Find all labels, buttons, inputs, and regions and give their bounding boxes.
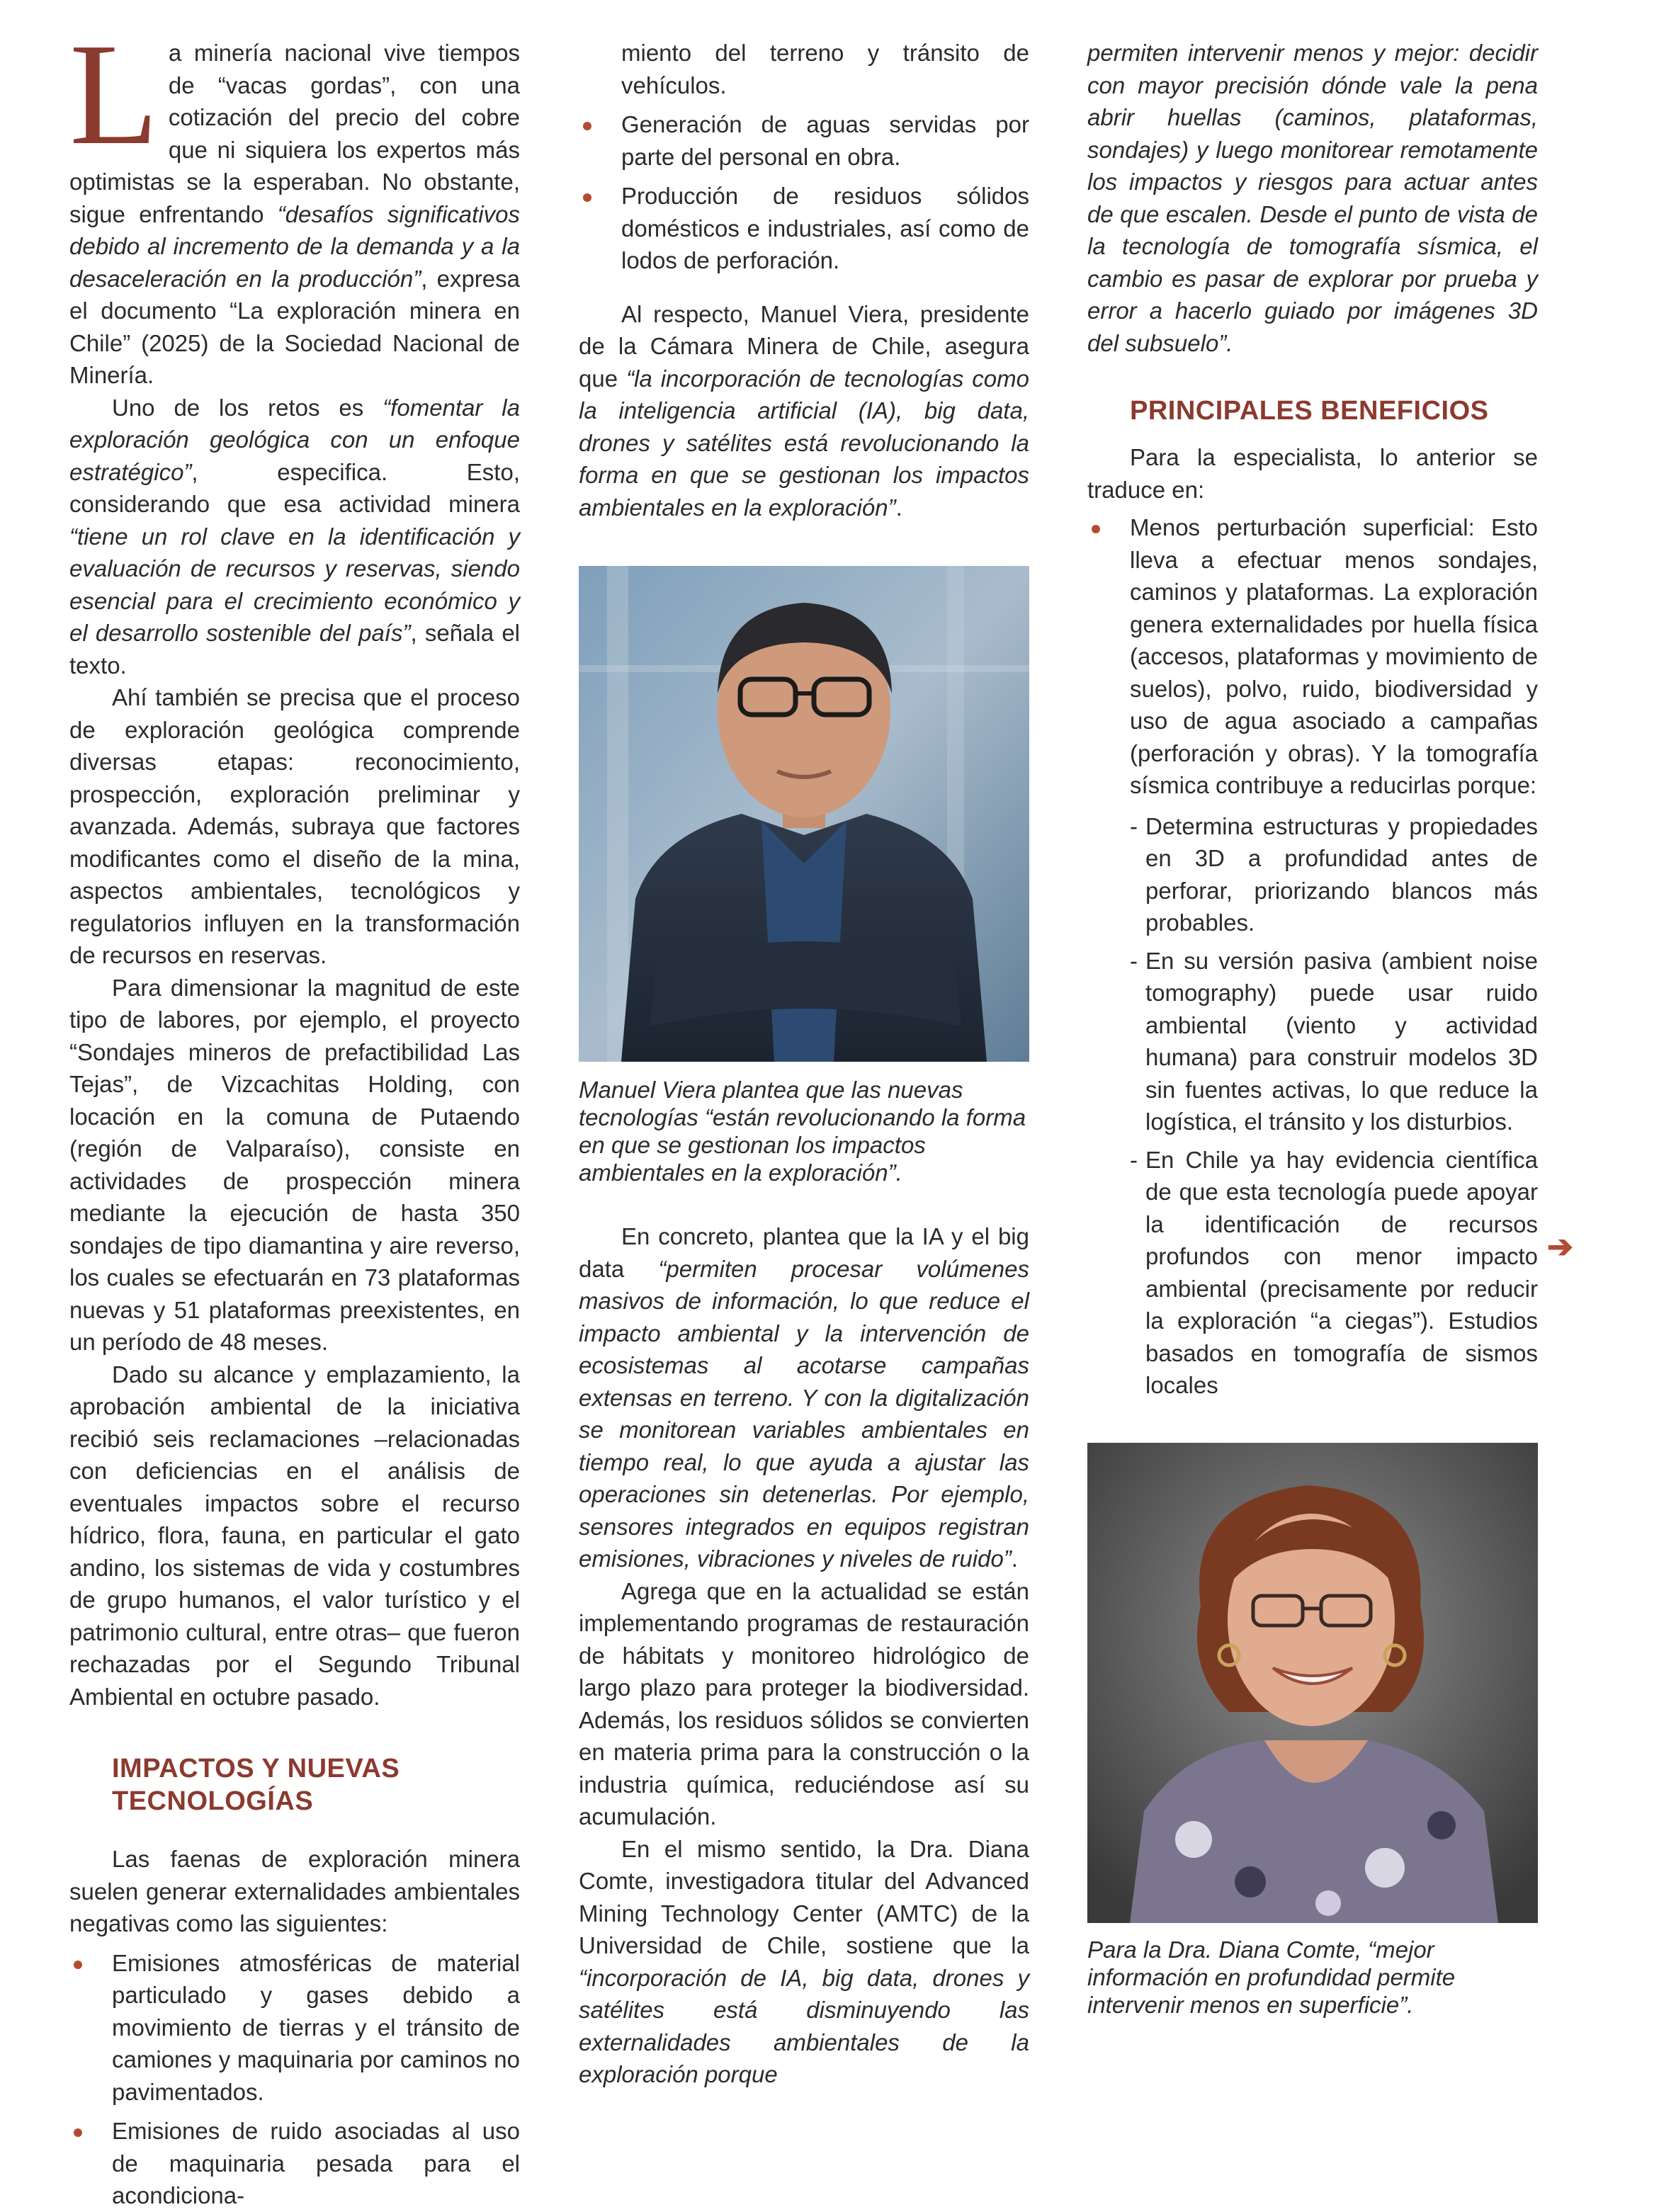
text-span: a minería nacional vive tiempos de “vacas gordas”, con una cotización del precio del cobre que ni siquiera los expertos más optimistas se la esperaban. No obstante, sigue enfrentando bbox=[69, 40, 520, 227]
section-heading-impactos bbox=[112, 1752, 520, 1817]
paragraph: Ahí también se precisa que el proceso de exploración geológica comprende diversas etapas: reconocimiento, prospección, exploración preliminar y avanzada. Además, subraya que factores modificantes como el diseño de la mina, aspectos ambientales, tecnológicos y regulatorios influyen en la transformación de recursos en reservas. bbox=[69, 684, 520, 968]
benefits-list bbox=[1087, 511, 1538, 802]
paragraph: Agrega que en la actualidad se están implementando programas de restauración de hábitats y monitoreo hidrológico de largo plazo para proteger la biodiversidad. Además, los residuos sólidos se convierten en materia prima para la construcción o la industria química, reduciéndose así su acumulación. bbox=[579, 1577, 1029, 1830]
continued-text: miento del terreno y tránsito de vehículos. bbox=[621, 40, 1029, 98]
quote-span: “fomentar la exploración geológica con un enfoque estratégico” bbox=[69, 394, 520, 485]
impact-list bbox=[69, 1947, 520, 2212]
heading-line: TECNOLOGÍAS bbox=[112, 1786, 314, 1816]
quote-span: “desafíos significativos debido al incremento de la demanda y a la desaceleración en la producción” bbox=[69, 200, 520, 292]
paragraph: Dado su alcance y emplazamiento, la aprobación ambiental de la iniciativa recibió seis reclamaciones –relacionadas con deficiencias en el análisis de eventuales impactos sobre el recurso hídrico, flora, fauna, en particular el gato andino, los sistemas de vida y costumbres de grupo humanos, el valor turístico y el patrimonio cultural, entre otras– que fueron rechazadas por el Segundo Tribunal Ambiental en octubre pasado. bbox=[69, 1361, 520, 1710]
photo-caption: Manuel Viera plantea que las nuevas tecnologías “están revolucionando la forma en que se gestionan los impactos ambientales en la exploración”. bbox=[579, 1077, 1026, 1186]
continue-arrow-icon: ➔ bbox=[1547, 1230, 1573, 1264]
text-span: En concreto, plantea que la IA y el big data bbox=[579, 1223, 1029, 1282]
drop-cap: L bbox=[69, 13, 159, 175]
portrait-woman-image bbox=[1087, 1443, 1538, 1923]
photo-manuel-viera bbox=[579, 566, 1029, 1062]
continued-quote: permiten intervenir menos y mejor: decidir con mayor precisión dónde vale la pena abrir huellas (caminos, plataformas, sondajes) y luego monitorear remotamente los impactos y riesgos para actuar antes de que escalen. Desde el punto de vista de la tecnología de tomografía sísmica, el cambio es pasar de explorar por prueba y error a hacerlo guiado por imágenes 3D del subsuelo”. bbox=[1087, 40, 1538, 356]
quote-span: “incorporación de IA, big data, drones y satélites está disminuyendo las externalidades ambientales de la exploración porque bbox=[579, 1964, 1029, 2087]
photo-diana-comte bbox=[1087, 1443, 1538, 1923]
paragraph bbox=[579, 1833, 1029, 2091]
quote-span: “permiten procesar volúmenes masivos de información, lo que reduce el impacto ambiental y la intervención de ecosistemas al acotarse campañas extensas en terreno. Y con la digitalización se monitorean variables ambientales en tiempo real, lo que ayuda a ajustar las operaciones sin detenerlas. Por ejemplo, sensores integrados en equipos registran emisiones, vibraciones y niveles de ruido” bbox=[579, 1255, 1029, 1572]
column-3 bbox=[1087, 37, 1538, 2019]
column-2 bbox=[579, 37, 1029, 2091]
tomography-points bbox=[1087, 810, 1538, 1402]
text-span: . bbox=[895, 494, 902, 521]
photo-caption: Para la Dra. Diana Comte, “mejor información en profundidad permite intervenir menos en superficie”. bbox=[1087, 1936, 1456, 2018]
list-item: Producción de residuos sólidos domésticos e industriales, así como de lodos de perforación. bbox=[579, 180, 1029, 277]
dash-item: - En Chile ya hay evidencia científica de que esta tecnología puede apoyar la identificación de recursos profundos con menor impacto ambiental (precisamente por reducir la exploración “a ciegas”). Estudios basados en tomografía de sismos locales bbox=[1087, 1144, 1538, 1402]
column-1 bbox=[69, 13, 521, 2212]
list-item: Menos perturbación superficial: Esto lleva a efectuar menos sondajes, caminos y plataformas. La exploración genera externalidades por huella física (accesos, plataformas y movimiento de suelos), polvo, ruido, biodiversidad y uso de agua asociado a campañas (perforación y obras). Y la tomografía sísmica contribuye a reducirlas porque: bbox=[1087, 511, 1538, 802]
heading-line: IMPACTOS Y NUEVAS bbox=[112, 1754, 400, 1783]
dash-item: - Determina estructuras y propiedades en 3D a profundidad antes de perforar, priorizando blancos más probables. bbox=[1087, 810, 1538, 939]
dash-item: - En su versión pasiva (ambient noise tomography) puede usar ruido ambiental (viento y actividad humana) para construir modelos 3D sin fuentes activas, lo que reduce la logística, el tránsito y los disturbios. bbox=[1087, 945, 1538, 1138]
impact-list-continued bbox=[579, 108, 1029, 277]
paragraph: Para dimensionar la magnitud de este tipo de labores, por ejemplo, el proyecto “Sondajes mineros de prefactibilidad Las Tejas”, de Vizcachitas Holding, con locación en la comuna de Putaendo (región de Valparaíso), consiste en actividades de prospección minera mediante la ejecución de hasta 350 sondajes de tipo diamantina y aire reverso, los cuales se efectuarán en 73 plataformas nuevas y 51 plataformas preexistentes, en un período de 48 meses. bbox=[69, 974, 520, 1355]
text-span: En el mismo sentido, la Dra. Diana Comte, investigadora titular del Advanced Mining Technology Center (AMTC) de la Universidad de Chile, sostiene que la bbox=[579, 1835, 1029, 1958]
text-span: Al respecto, Manuel Viera, presidente de la Cámara Minera de Chile, asegura que bbox=[579, 300, 1029, 392]
list-item: Emisiones de ruido asociadas al uso de maquinaria pesada para el acondiciona- bbox=[69, 2115, 520, 2212]
paragraph bbox=[69, 392, 520, 682]
portrait-man-image bbox=[579, 566, 1029, 1062]
paragraph bbox=[579, 298, 1029, 524]
quote-span: “tiene un rol clave en la identificación y evaluación de recursos y reservas, siendo esencial para el crecimiento económico y el desarrollo sostenible del país” bbox=[69, 523, 520, 646]
paragraph: Para la especialista, lo anterior se traduce en: bbox=[1087, 444, 1538, 503]
section-heading-beneficios: PRINCIPALES BENEFICIOS bbox=[1130, 396, 1489, 426]
list-item: Emisiones atmosféricas de material particulado y gases debido a movimiento de tierras y el tránsito de camiones y maquinaria por caminos no pavimentados. bbox=[69, 1947, 520, 2109]
paragraph: Las faenas de exploración minera suelen generar externalidades ambientales negativas como las siguientes: bbox=[69, 1846, 520, 1936]
list-item: Generación de aguas servidas por parte del personal en obra. bbox=[579, 108, 1029, 173]
quote-span: “la incorporación de tecnologías como la inteligencia artificial (IA), big data, drones y satélites está revolucionando la forma en que se gestionan los impactos ambientales en la exploración” bbox=[579, 365, 1029, 521]
text-span: , señala el texto. bbox=[69, 620, 521, 679]
text-span: , especifica. Esto, considerando que esa actividad minera bbox=[69, 458, 520, 517]
text-span: Uno de los retos es bbox=[112, 394, 383, 421]
text-span: . bbox=[1011, 1545, 1018, 1572]
text-span: , expresa el documento “La exploración minera en Chile” (2025) de la Sociedad Nacional de Minería. bbox=[69, 265, 520, 388]
paragraph bbox=[579, 1220, 1029, 1575]
